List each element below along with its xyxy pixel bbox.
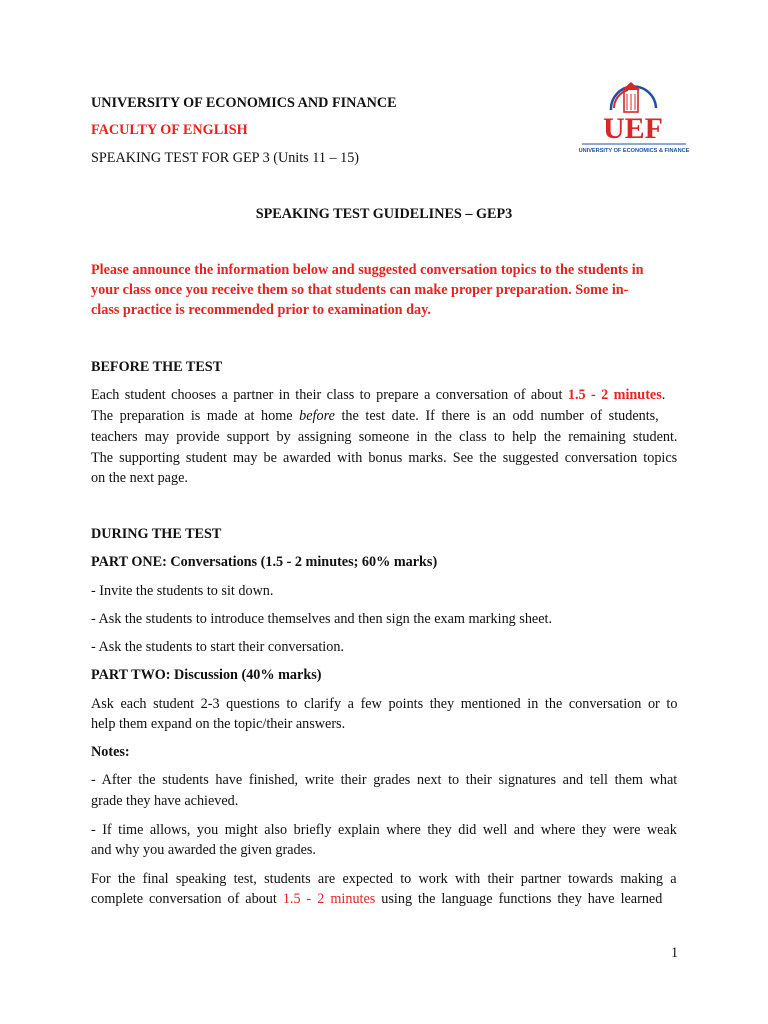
note1-line-1: - After the students have finished, write their grades next to their signatures and tell them what [91, 772, 678, 788]
notice-line-1: Please announce the information below and suggested conversation topics to the students in [91, 262, 644, 278]
final-text: complete conversation of about [91, 891, 283, 907]
before-line-2 [91, 407, 659, 425]
before-line-1 [91, 386, 665, 404]
notes-heading: Notes: [91, 744, 130, 760]
before-heading: BEFORE THE TEST [91, 359, 223, 375]
part-two-line-2: help them expand on the topic/their answers. [91, 716, 346, 732]
before-text: The preparation is made at home [91, 408, 300, 424]
before-text: Each student chooses a partner in their class to prepare a conversation of about [91, 387, 568, 403]
notice-line-2: your class once you receive them so that students can make proper preparation. Some in- [91, 282, 629, 298]
note2-line-1: - If time allows, you might also briefly explain where they did well and where they were weak [91, 822, 677, 838]
uef-logo [578, 78, 690, 158]
note2-line-2: and why you awarded the given grades. [91, 842, 316, 858]
part-two-line-1: Ask each student 2-3 questions to clarify a few points they mentioned in the conversation or to [91, 696, 678, 712]
part-two-heading: PART TWO: Discussion (40% marks) [91, 667, 322, 683]
during-heading: DURING THE TEST [91, 526, 222, 542]
test-line: SPEAKING TEST FOR GEP 3 (Units 11 – 15) [91, 150, 360, 166]
final-line-2 [91, 890, 662, 908]
logo-arc-red [614, 90, 628, 108]
page-title: SPEAKING TEST GUIDELINES – GEP3 [255, 206, 513, 222]
university-name: UNIVERSITY OF ECONOMICS AND FINANCE [91, 95, 397, 111]
before-line-5: on the next page. [91, 470, 188, 486]
final-text: using the language functions they have learned [375, 891, 663, 907]
duration-highlight: 1.5 - 2 minutes [567, 387, 662, 403]
bullet-item: - Ask the students to start their conversation. [91, 639, 344, 655]
logo-letters: UEF [603, 112, 663, 145]
page-number: 1 [671, 945, 679, 961]
part-one-heading: PART ONE: Conversations (1.5 - 2 minutes; 60% marks) [91, 554, 438, 570]
bullet-item: - Invite the students to sit down. [91, 583, 274, 599]
note1-line-2: grade they have achieved. [91, 793, 239, 809]
before-text-end: . [661, 387, 666, 403]
duration-highlight: 1.5 - 2 minutes [282, 891, 376, 907]
before-line-4: The supporting student may be awarded with bonus marks. See the suggested conversation topics [91, 450, 678, 466]
logo-caption: UNIVERSITY OF ECONOMICS & FINANCE [578, 148, 690, 154]
notice-line-3: class practice is recommended prior to examination day. [91, 302, 431, 318]
bullet-item: - Ask the students to introduce themselves and then sign the exam marking sheet. [91, 611, 552, 627]
uef-logo-graphic [578, 78, 690, 158]
final-line-1: For the final speaking test, students are expected to work with their partner towards making a [91, 871, 677, 887]
faculty-name: FACULTY OF ENGLISH [91, 122, 248, 138]
before-line-3: teachers may provide support by assigning someone in the class to help the remaining student. [91, 429, 678, 445]
before-italic: before [299, 408, 335, 424]
before-text: the test date. If there is an odd number of students, [334, 408, 659, 424]
